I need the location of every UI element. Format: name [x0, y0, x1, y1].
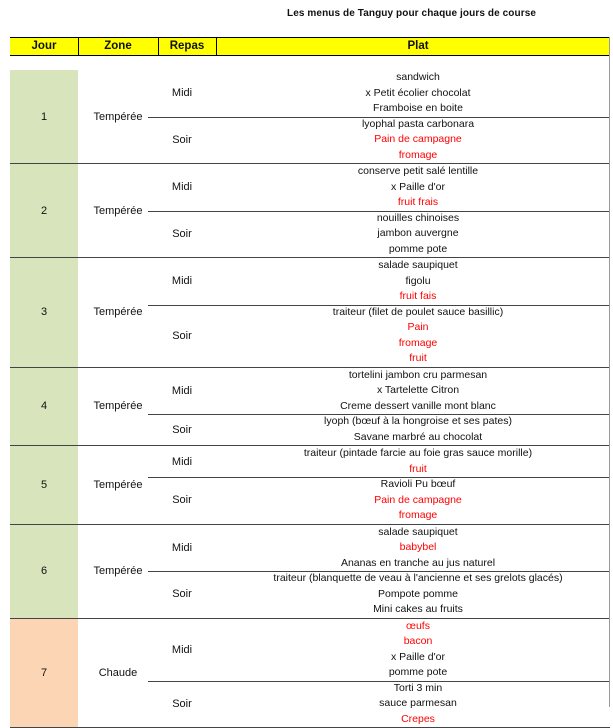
dish-item: Creme dessert vanille mont blanc: [216, 399, 613, 415]
dish-item: salade saupiquet: [216, 258, 613, 274]
dish-item: Pain: [216, 320, 613, 336]
dish-item: x Tartelette Citron: [216, 383, 613, 399]
day-row: [10, 368, 610, 447]
day-row: [10, 446, 610, 525]
dish-item: jambon auvergne: [216, 226, 613, 242]
dish-item: Savane marbré au chocolat: [216, 430, 613, 446]
day-row: [10, 164, 610, 258]
day-number-cell: 5: [10, 446, 78, 524]
meal-cell: Midi: [148, 164, 216, 211]
dish-list: [216, 211, 613, 258]
dish-item: Ravioli Pu bœuf: [216, 477, 613, 493]
day-number-cell: 4: [10, 368, 78, 446]
dish-item: Framboise en boite: [216, 101, 613, 117]
dish-item: salade saupiquet: [216, 525, 613, 541]
page-title: Les menus de Tanguy pour chaque jours de course: [287, 8, 536, 19]
dish-item: œufs: [216, 619, 613, 635]
dish-item: conserve petit salé lentille: [216, 164, 613, 180]
dish-list: [216, 70, 613, 117]
meal-cell: Soir: [148, 414, 216, 445]
dish-item: Mini cakes au fruits: [216, 602, 613, 618]
day-row: [10, 70, 610, 164]
meal-cell: Midi: [148, 619, 216, 681]
day-number-cell: 3: [10, 258, 78, 367]
dish-item: lyophal pasta carbonara: [216, 117, 613, 133]
dish-item: fruit frais: [216, 195, 613, 211]
meal-cell: Soir: [148, 571, 216, 618]
table-header: [10, 37, 610, 56]
dish-list: [216, 525, 613, 572]
dish-item: sandwich: [216, 70, 613, 86]
dish-item: Crepes: [216, 712, 613, 728]
header-spacer-row: [10, 55, 610, 69]
day-number-cell: 7: [10, 619, 78, 728]
dish-list: [216, 368, 613, 415]
dish-item: x Paille d'or: [216, 650, 613, 666]
dish-list: [216, 681, 613, 728]
zone-cell: Tempérée: [78, 258, 158, 367]
dish-item: x Paille d'or: [216, 180, 613, 196]
meal-cell: Soir: [148, 305, 216, 367]
dish-list: [216, 477, 613, 524]
dish-item: tortelini jambon cru parmesan: [216, 368, 613, 384]
meal-cell: Midi: [148, 525, 216, 572]
dish-item: x Petit écolier chocolat: [216, 86, 613, 102]
meal-cell: Midi: [148, 368, 216, 415]
dish-item: pomme pote: [216, 242, 613, 258]
meal-cell: Soir: [148, 211, 216, 258]
header-repas: Repas: [158, 38, 216, 55]
dish-item: fromage: [216, 148, 613, 164]
dish-list: [216, 117, 613, 164]
day-number-cell: 1: [10, 70, 78, 163]
day-row: [10, 525, 610, 619]
dish-item: Pain de campagne: [216, 132, 613, 148]
zone-cell: Tempérée: [78, 164, 158, 257]
dish-item: fruit: [216, 462, 613, 478]
dish-item: Ananas en tranche au jus naturel: [216, 556, 613, 572]
meal-cell: Soir: [148, 681, 216, 728]
dish-item: Pompote pomme: [216, 587, 613, 603]
dish-list: [216, 619, 613, 681]
dish-item: pomme pote: [216, 665, 613, 681]
dish-item: traiteur (blanquette de veau à l'ancienne et ses grelots glacés): [216, 571, 613, 587]
day-row: [10, 258, 610, 368]
dish-list: [216, 414, 613, 445]
day-number-cell: 2: [10, 164, 78, 257]
dish-list: [216, 258, 613, 305]
dish-item: traiteur (pintade farcie au foie gras sauce morille): [216, 446, 613, 462]
zone-cell: Tempérée: [78, 446, 158, 524]
zone-cell: Chaude: [78, 619, 158, 728]
dish-list: [216, 571, 613, 618]
dish-list: [216, 305, 613, 367]
dish-item: Torti 3 min: [216, 681, 613, 697]
dish-item: babybel: [216, 540, 613, 556]
dish-item: figolu: [216, 274, 613, 290]
header-zone: Zone: [78, 38, 158, 55]
dish-item: fromage: [216, 336, 613, 352]
day-row: [10, 619, 610, 728]
zone-cell: Tempérée: [78, 368, 158, 446]
header-plat: Plat: [216, 38, 613, 55]
dish-item: bacon: [216, 634, 613, 650]
dish-item: fruit: [216, 351, 613, 367]
meal-cell: Midi: [148, 446, 216, 477]
dish-item: traiteur (filet de poulet sauce basillic): [216, 305, 613, 321]
dish-item: nouilles chinoises: [216, 211, 613, 227]
header-jour: Jour: [10, 38, 78, 55]
meal-cell: Midi: [148, 70, 216, 117]
meal-cell: Midi: [148, 258, 216, 305]
dish-list: [216, 164, 613, 211]
meal-cell: Soir: [148, 477, 216, 524]
dish-item: sauce parmesan: [216, 696, 613, 712]
meal-cell: Soir: [148, 117, 216, 164]
table-right-border: [609, 37, 610, 707]
zone-cell: Tempérée: [78, 525, 158, 618]
dish-item: fromage: [216, 508, 613, 524]
dish-item: lyoph (bœuf à la hongroise et ses pates): [216, 414, 613, 430]
dish-item: Pain de campagne: [216, 493, 613, 509]
day-number-cell: 6: [10, 525, 78, 618]
dish-list: [216, 446, 613, 477]
dish-item: fruit fais: [216, 289, 613, 305]
zone-cell: Tempérée: [78, 70, 158, 163]
